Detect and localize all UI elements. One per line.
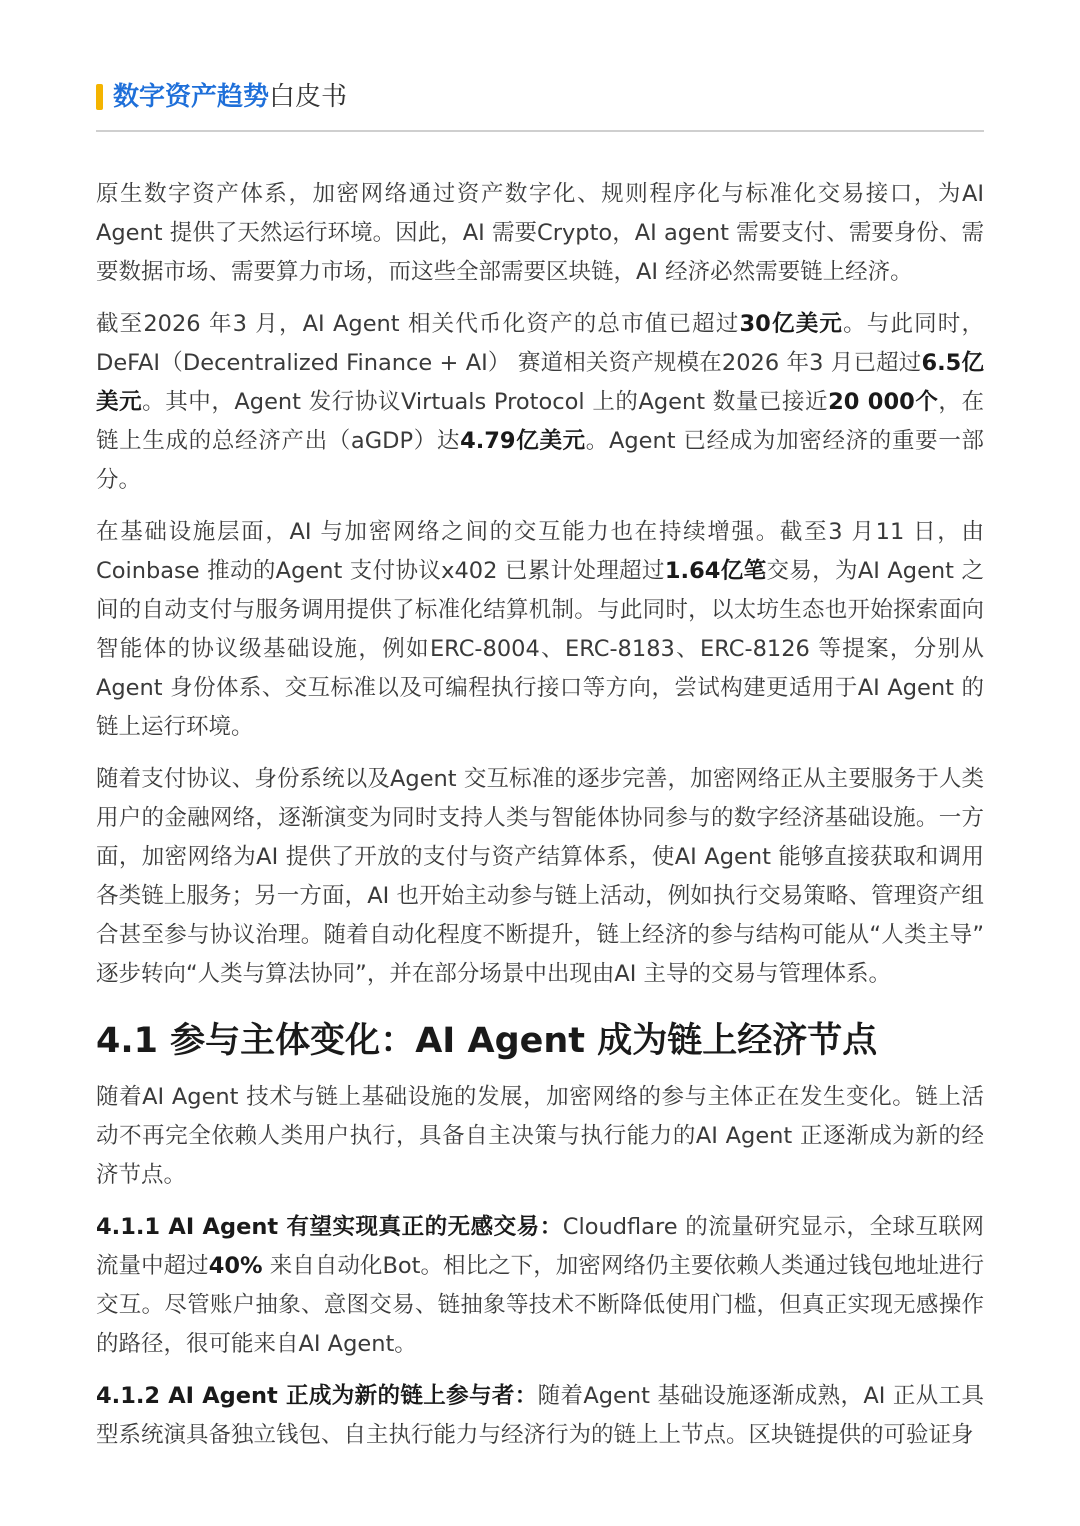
paragraph-infrastructure (96, 513, 984, 747)
bold-figure: 4.79亿美元 (460, 428, 586, 454)
text-span: 随着Agent 基础设施逐渐成熟，AI 正从工具型系统演具备独立钱包、自主执行能力与经济行为的链上上节点。区块链提供的可验证身 (96, 1383, 984, 1448)
text-span: Cloudflare 的流量研究显示，全球互联网流量中超过 (96, 1214, 984, 1279)
header-accent-bar (96, 84, 103, 110)
text-span: 。与此同时，DeFAI（Decentralized Finance + AI） 赛道相关资产规模在2026 年3 月已超过 (96, 311, 984, 376)
text-span: 截至2026 年3 月，AI Agent 相关代币化资产的总市值已超过 (96, 311, 740, 337)
text-span: ，在链上生成的总经济产出（aGDP）达 (96, 389, 984, 454)
document-title-highlight: 数字资产趋势 (113, 82, 270, 112)
paragraph-subsection-2 (96, 1377, 984, 1455)
document-title-rest: 白皮书 (269, 82, 348, 112)
subsection-label: 4.1.1 AI Agent 有望实现真正的无感交易： (96, 1214, 563, 1240)
bold-figure: 20 000个 (828, 389, 939, 415)
page-header (96, 0, 984, 132)
text-span: 。Agent 已经成为加密经济的重要一部分。 (96, 428, 984, 493)
document-body (96, 175, 984, 1468)
text-span: 在基础设施层面，AI 与加密网络之间的交互能力也在持续增强。截至3 月11 日，由Coinbase 推动的Agent 支付协议x402 已累计处理超过 (96, 519, 984, 584)
paragraph-evolution: 随着支付协议、身份系统以及Agent 交互标准的逐步完善，加密网络正从主要服务于人类用户的金融网络，逐渐演变为同时支持人类与智能体协同参与的数字经济基础设施。一方面，加密网络为AI 提供了开放的支付与资产结算体系，使AI Agent 能够直接获取和调用各类链上服务；另一方面，AI 也开始主动参与链上活动，例如执行交易策略、管理资产组合甚至参与协议治理。随着自动化程度不断提升，链上经济的参与结构可能从“人类主导” 逐步转向“人类与算法协同”，并在部分场景中出现由AI 主导的交易与管理体系。 (96, 766, 984, 987)
paragraph-section-intro: 随着AI Agent 技术与链上基础设施的发展，加密网络的参与主体正在发生变化。链上活动不再完全依赖人类用户执行，具备自主决策与执行能力的AI Agent 正逐渐成为新的经济节点。 (96, 1084, 984, 1188)
paragraph-intro: 原生数字资产体系，加密网络通过资产数字化、规则程序化与标准化交易接口，为AI Agent 提供了天然运行环境。因此，AI 需要Crypto，AI agent 需要支付、需要身份、需要数据市场、需要算力市场，而这些全部需要区块链，AI 经济必然需要链上经济。 (96, 181, 984, 285)
text-span: 来自自动化Bot。相比之下，加密网络仍主要依赖人类通过钱包地址进行交互。尽管账户抽象、意图交易、链抽象等技术不断降低使用门槛，但真正实现无感操作的路径，很可能来自AI Agent。 (96, 1253, 984, 1357)
document-title (113, 79, 347, 115)
paragraph-subsection-1 (96, 1208, 984, 1364)
document-page (96, 0, 984, 1448)
section-heading: 4.1 参与主体变化：AI Agent 成为链上经济节点 (96, 1021, 878, 1061)
bold-figure: 6.5亿美元 (96, 350, 984, 415)
bold-figure: 1.64亿笔 (664, 558, 767, 584)
text-span: 交易，为AI Agent 之间的自动支付与服务调用提供了标准化结算机制。与此同时，以太坊生态也开始探索面向智能体的协议级基础设施，例如ERC-8004、ERC-8183、ERC-8126 等提案，分别从Agent 身份体系、交互标准以及可编程执行接口等方向，尝试构建更适用于AI Agent 的链上运行环境。 (96, 558, 984, 740)
subsection-label: 4.1.2 AI Agent 正成为新的链上参与者： (96, 1383, 538, 1409)
paragraph-market-size (96, 305, 984, 500)
text-span: 。其中，Agent 发行协议Virtuals Protocol 上的Agent 数量已接近 (142, 389, 829, 415)
bold-figure: 40% (208, 1253, 263, 1279)
bold-figure: 30亿美元 (739, 311, 844, 337)
